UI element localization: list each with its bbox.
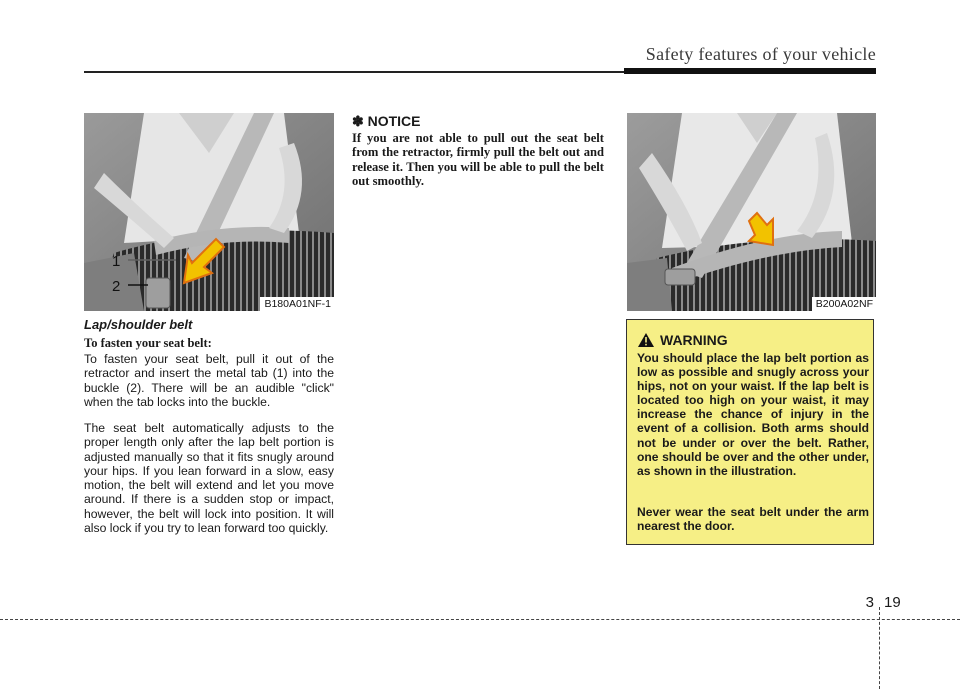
warning-triangle-icon	[638, 333, 654, 347]
photo-caption-code: B200A02NF	[812, 297, 876, 311]
callout-2-label: 2	[112, 278, 121, 295]
photo-caption-code: B180A01NF-1	[260, 297, 334, 311]
belt-position-photo	[627, 113, 876, 311]
warning-box	[626, 319, 874, 545]
notice-title: ✽ NOTICE	[352, 113, 421, 129]
subheading: To fasten your seat belt:	[84, 336, 212, 350]
page-number: 19	[884, 594, 901, 611]
notice-body: If you are not able to pull out the seat belt from the retractor, firmly pull the belt out and release it. Then you will be able to pull the belt out smoothly.	[352, 131, 604, 188]
warning-header	[638, 332, 728, 348]
footer-rule	[0, 619, 960, 620]
page-header-title: Safety features of your vehicle	[645, 44, 876, 64]
chapter-number: 3	[865, 594, 874, 611]
warning-title: WARNING	[660, 332, 728, 348]
callout-1-label: 1	[112, 253, 121, 270]
body-paragraph: The seat belt automatically adjusts to the proper length only after the lap belt portion is adjusted manually so that it fits snugly around your hips. If you lean forward in a slow, easy motion, the belt will extend and let you move around. If there is a sudden stop or impact, however, the belt will lock into position. It will also lock if you try to lean forward too quickly.	[84, 421, 334, 536]
warning-paragraph: You should place the lap belt portion as low as possible and snugly across your hips, not on your waist. If the lap belt is located too high on your waist, it may increase the chance of injury in the event of a collision. Both arms should not be under or over the belt. Rather, one should be over and the other under, as shown in the illustration.	[637, 351, 869, 478]
footer-divider	[879, 607, 880, 689]
body-paragraph: To fasten your seat belt, pull it out of the retractor and insert the metal tab (1) into the buckle (2). There will be an audible "click" when the tab locks into the buckle.	[84, 352, 334, 409]
warning-paragraph: Never wear the seat belt under the arm nearest the door.	[637, 505, 869, 534]
lap-shoulder-belt-photo	[84, 113, 334, 311]
header-rule	[84, 71, 624, 73]
header-rule-accent	[624, 68, 876, 74]
section-heading: Lap/shoulder belt	[84, 317, 193, 332]
